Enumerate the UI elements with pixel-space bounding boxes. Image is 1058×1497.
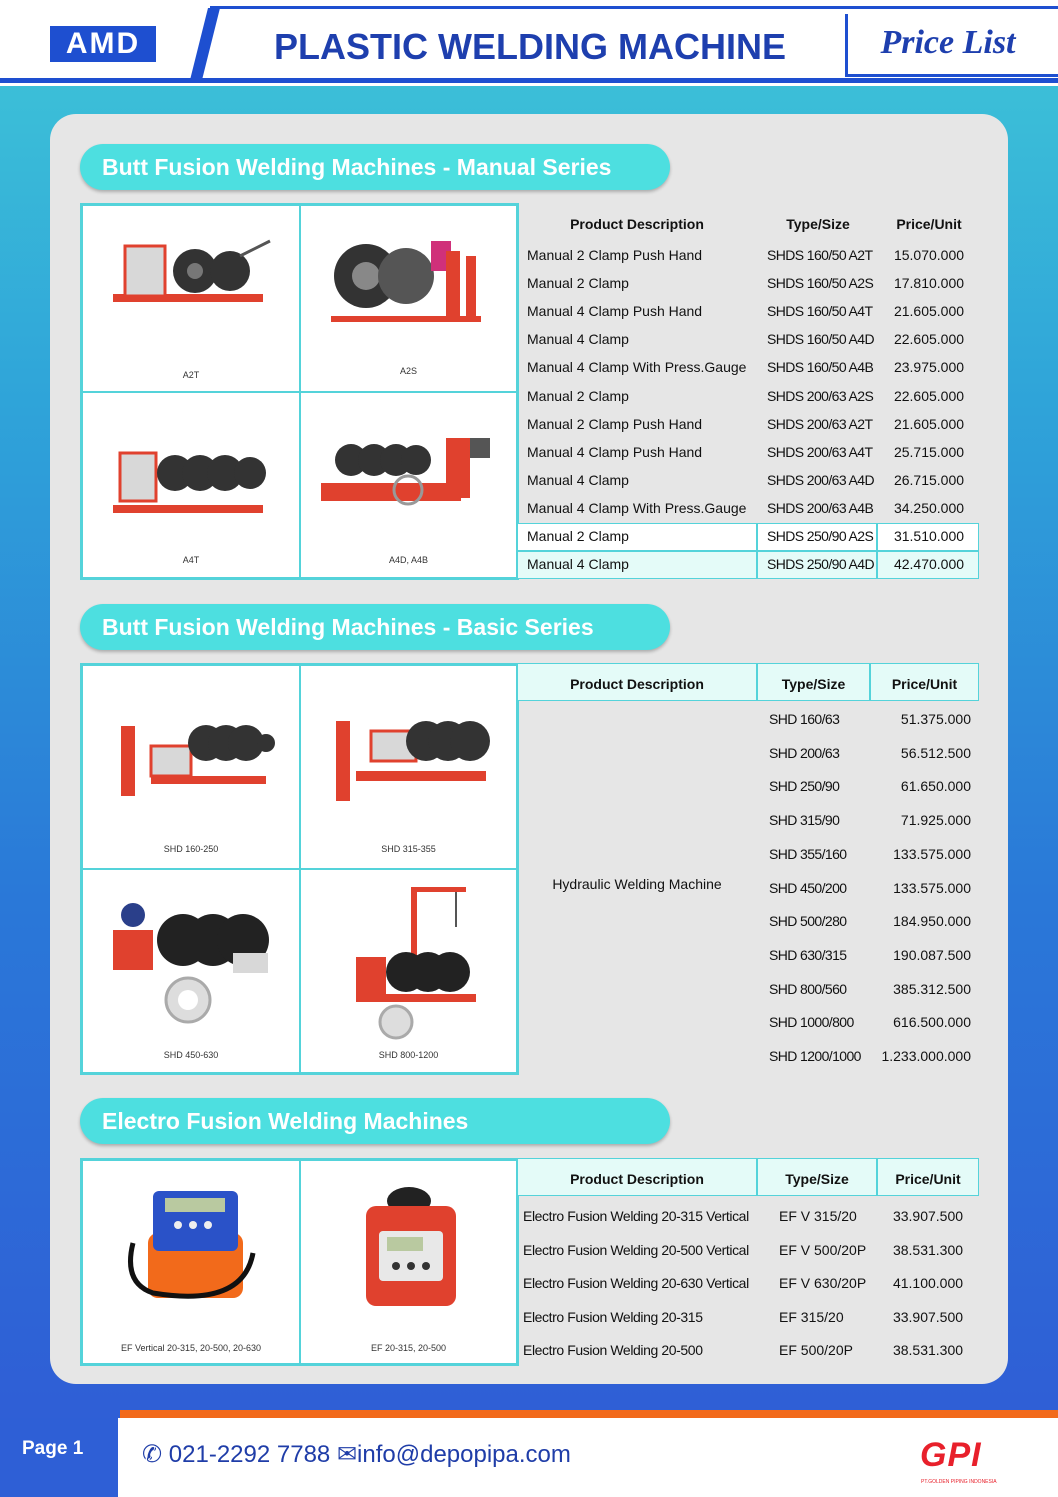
column-header: Price/Unit bbox=[891, 676, 958, 692]
welding-machine-image bbox=[346, 882, 486, 1042]
price-table-electro bbox=[517, 1158, 979, 1368]
image-caption: SHD 315-355 bbox=[381, 844, 436, 854]
price: 23.975.000 bbox=[893, 359, 965, 376]
price-list-label: Price List bbox=[880, 24, 1016, 61]
header-divider-slash bbox=[190, 8, 220, 80]
image-caption: SHD 450-630 bbox=[163, 1050, 219, 1060]
price: 33.907.500 bbox=[892, 1308, 964, 1325]
price: 38.531.300 bbox=[892, 1241, 964, 1258]
welding-machine-image bbox=[316, 428, 496, 518]
product-description: Manual 2 Clamp bbox=[527, 528, 629, 544]
type-size: SHD 450/200 bbox=[769, 879, 847, 896]
price: 21.605.000 bbox=[893, 303, 965, 320]
price: 1.233.000.000 bbox=[881, 1048, 971, 1064]
product-image-cell bbox=[82, 1160, 300, 1364]
type-size: EF V 630/20P bbox=[779, 1275, 867, 1292]
product-description: Electro Fusion Welding 20-315 bbox=[523, 1308, 703, 1325]
image-caption: A2S bbox=[399, 366, 417, 376]
welding-machine-image bbox=[105, 236, 275, 316]
price: 17.810.000 bbox=[893, 275, 965, 292]
type-size: SHD 630/315 bbox=[769, 946, 847, 963]
section-header-electro bbox=[80, 1098, 670, 1144]
price: 26.715.000 bbox=[893, 471, 965, 488]
product-description: Electro Fusion Welding 20-630 Vertical bbox=[523, 1275, 749, 1292]
price: 51.375.000 bbox=[900, 711, 971, 727]
product-image-cell bbox=[300, 205, 517, 392]
price: 71.925.000 bbox=[900, 812, 971, 829]
phone-icon: ✆ bbox=[142, 1441, 163, 1468]
welding-machine-image bbox=[111, 711, 276, 806]
gpi-logo-subtitle: PT.GOLDEN PIPING INDONESIA bbox=[921, 1479, 997, 1485]
product-description: Manual 2 Clamp bbox=[527, 387, 629, 404]
product-image-cell bbox=[300, 392, 517, 578]
price: 616.500.000 bbox=[893, 1014, 971, 1031]
type-size: SHD 800/560 bbox=[769, 980, 847, 997]
product-description: Manual 2 Clamp Push Hand bbox=[527, 415, 703, 432]
gpi-logo: GPI bbox=[920, 1436, 982, 1474]
column-header: Product Description bbox=[570, 676, 704, 692]
product-description: Electro Fusion Welding 20-315 Vertical bbox=[523, 1208, 749, 1224]
price-table-basic bbox=[517, 663, 979, 1073]
welding-machine-image bbox=[326, 231, 496, 341]
price-table-manual bbox=[517, 203, 979, 577]
welding-machine-image bbox=[326, 711, 496, 811]
column-header: Price/Unit bbox=[895, 1171, 961, 1187]
price: 15.070.000 bbox=[893, 247, 965, 263]
price: 25.715.000 bbox=[893, 443, 965, 460]
type-size: SHDS 250/90 A2S bbox=[767, 528, 874, 544]
type-size: SHD 250/90 bbox=[769, 778, 840, 795]
header-bottom-line bbox=[0, 78, 1058, 83]
type-size: SHDS 160/50 A2S bbox=[767, 275, 874, 292]
welding-machine-image bbox=[105, 433, 275, 528]
section-title: Butt Fusion Welding Machines - Manual Series bbox=[102, 154, 612, 180]
price: 61.650.000 bbox=[900, 778, 971, 795]
product-description: Manual 4 Clamp bbox=[527, 331, 629, 348]
column-header: Price/Unit bbox=[896, 216, 962, 232]
email-link[interactable]: info@depopipa.com bbox=[357, 1441, 571, 1468]
contact-info bbox=[142, 1440, 571, 1469]
image-grid-electro bbox=[80, 1158, 519, 1366]
product-image-cell bbox=[300, 1160, 517, 1364]
price: 22.605.000 bbox=[893, 387, 965, 404]
product-description: Manual 4 Clamp Push Hand bbox=[527, 443, 703, 460]
image-caption: SHD 160-250 bbox=[163, 844, 219, 854]
section-header-basic bbox=[80, 604, 670, 650]
product-description: Manual 2 Clamp Push Hand bbox=[527, 247, 703, 263]
page-number-box bbox=[0, 1418, 118, 1497]
price: 33.907.500 bbox=[892, 1208, 964, 1224]
welding-machine-image bbox=[123, 1183, 263, 1313]
product-image-cell bbox=[300, 665, 517, 869]
header-top-line bbox=[210, 6, 1058, 9]
type-size: EF 500/20P bbox=[779, 1342, 853, 1359]
price: 133.575.000 bbox=[893, 845, 971, 862]
price: 42.470.000 bbox=[893, 556, 965, 573]
price: 184.950.000 bbox=[893, 913, 971, 930]
price: 56.512.500 bbox=[900, 744, 971, 761]
type-size: SHD 160/63 bbox=[769, 711, 840, 727]
footer-accent-bar bbox=[120, 1410, 1058, 1418]
product-description: Manual 4 Clamp With Press.Gauge bbox=[527, 359, 747, 376]
product-image-cell bbox=[82, 392, 300, 578]
type-size: SHDS 160/50 A4D bbox=[767, 331, 874, 348]
type-size: EF 315/20 bbox=[779, 1308, 844, 1325]
type-size: SHDS 200/63 A2T bbox=[767, 415, 873, 432]
image-caption: EF 20-315, 20-500 bbox=[370, 1343, 447, 1353]
product-description: Manual 4 Clamp bbox=[527, 556, 629, 573]
type-size: SHD 200/63 bbox=[769, 744, 840, 761]
product-description: Manual 2 Clamp bbox=[527, 275, 629, 292]
header bbox=[0, 0, 1058, 86]
section-title: Electro Fusion Welding Machines bbox=[102, 1108, 469, 1134]
column-header: Product Description bbox=[570, 1171, 704, 1187]
product-image-cell bbox=[300, 869, 517, 1073]
image-caption: A4T bbox=[182, 555, 200, 565]
type-size: SHD 1000/800 bbox=[769, 1014, 854, 1031]
image-caption: A4D, A4B bbox=[388, 555, 429, 565]
image-grid-basic bbox=[80, 663, 519, 1075]
image-caption: EF Vertical 20-315, 20-500, 20-630 bbox=[120, 1343, 262, 1353]
type-size: SHD 355/160 bbox=[769, 845, 847, 862]
product-description: Electro Fusion Welding 20-500 Vertical bbox=[523, 1241, 749, 1258]
product-description: Manual 4 Clamp bbox=[527, 471, 629, 488]
type-size: EF V 315/20 bbox=[779, 1208, 857, 1224]
product-description: Electro Fusion Welding 20-500 bbox=[523, 1342, 703, 1359]
type-size: SHD 315/90 bbox=[769, 812, 840, 829]
section-header-manual bbox=[80, 144, 670, 190]
product-description: Manual 4 Clamp Push Hand bbox=[527, 303, 703, 320]
price: 190.087.500 bbox=[893, 946, 971, 963]
price: 31.510.000 bbox=[893, 528, 965, 544]
price: 38.531.300 bbox=[892, 1342, 964, 1359]
price: 34.250.000 bbox=[893, 499, 965, 516]
type-size: SHDS 200/63 A2S bbox=[767, 387, 874, 404]
column-header: Type/Size bbox=[786, 216, 850, 232]
column-header: Type/Size bbox=[781, 676, 846, 692]
image-caption: A2T bbox=[182, 370, 200, 380]
amd-logo: AMD bbox=[50, 26, 156, 62]
page-number: Page 1 bbox=[22, 1438, 84, 1459]
image-caption: SHD 800-1200 bbox=[378, 1050, 439, 1060]
page-title: PLASTIC WELDING MACHINE bbox=[274, 26, 786, 67]
price: 21.605.000 bbox=[893, 415, 965, 432]
product-image-cell bbox=[82, 205, 300, 392]
type-size: SHD 1200/1000 bbox=[769, 1048, 861, 1064]
product-image-cell bbox=[82, 665, 300, 869]
column-header: Type/Size bbox=[785, 1171, 849, 1187]
welding-machine-image bbox=[108, 895, 283, 1030]
email-icon: ✉ bbox=[336, 1441, 358, 1468]
price: 385.312.500 bbox=[893, 980, 971, 997]
type-size: SHDS 200/63 A4D bbox=[767, 471, 874, 488]
image-grid-manual bbox=[80, 203, 519, 580]
product-description: Hydraulic Welding Machine bbox=[552, 876, 722, 892]
price: 41.100.000 bbox=[892, 1275, 964, 1292]
type-size: SHD 500/280 bbox=[769, 913, 847, 930]
section-title: Butt Fusion Welding Machines - Basic Series bbox=[102, 614, 594, 640]
type-size: EF V 500/20P bbox=[779, 1241, 867, 1258]
type-size: SHDS 160/50 A2T bbox=[767, 247, 873, 263]
price: 22.605.000 bbox=[893, 331, 965, 348]
phone-link[interactable]: 021-2292 7788 bbox=[168, 1441, 331, 1468]
type-size: SHDS 160/50 A4T bbox=[767, 303, 873, 320]
type-size: SHDS 200/63 A4B bbox=[767, 499, 874, 516]
type-size: SHDS 250/90 A4D bbox=[767, 556, 874, 573]
column-header: Product Description bbox=[570, 216, 704, 232]
type-size: SHDS 200/63 A4T bbox=[767, 443, 873, 460]
product-image-cell bbox=[82, 869, 300, 1073]
price: 133.575.000 bbox=[893, 879, 971, 896]
welding-machine-image bbox=[351, 1181, 471, 1321]
product-description: Manual 4 Clamp With Press.Gauge bbox=[527, 499, 747, 516]
type-size: SHDS 160/50 A4B bbox=[767, 359, 874, 376]
